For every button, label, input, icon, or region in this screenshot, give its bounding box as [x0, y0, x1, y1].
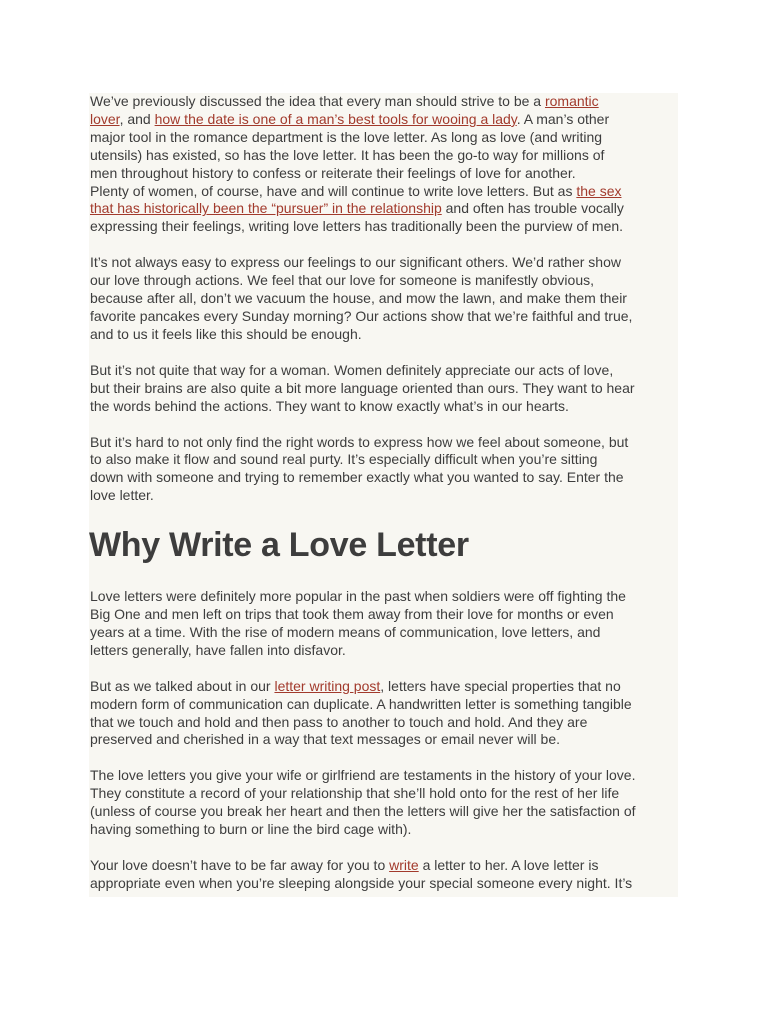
- text: , letters have special properties that no modern form of communication can duplicate. A handwritten letter is something tangible that we touch and hold and then pass to another to touch and hold. And they are preserved and cherished in a way that text messages or email never will be.: [90, 677, 632, 748]
- paragraph-intro: [90, 93, 678, 183]
- text: a letter to her. A love letter is appropriate even when you’re sleeping alongside your special someone every night. It’s: [90, 857, 633, 891]
- text: Plenty of women, of course, have and will continue to write love letters. But as: [90, 182, 577, 199]
- section-heading: Why Write a Love Letter: [89, 526, 469, 565]
- text: But as we talked about in our: [90, 677, 275, 694]
- link-romantic-lover[interactable]: romantic lover: [90, 93, 599, 127]
- paragraph-right-words: But it’s hard to not only find the right words to express how we feel about someone, but to also make it flow and sound real purty. It’s especially difficult when you’re sitting down with someone and trying to remember exactly what you wanted to say. Enter the love letter.: [90, 433, 629, 504]
- paragraph-testaments: The love letters you give your wife or girlfriend are testaments in the history of your love. They constitute a record of your relationship that she’ll hold onto for the rest of her life (unless of course you break her heart and then the letters will give her the satisfaction of having something to burn or line the bird cage with).: [90, 767, 636, 838]
- link-write[interactable]: write: [389, 857, 419, 873]
- article-body: [89, 93, 678, 897]
- paragraph-woman: But it’s not quite that way for a woman. Women definitely appreciate our acts of love, but their brains are also quite a bit more language oriented than ours. They want to hear the words behind the actions. They want to know exactly what’s in our hearts.: [90, 361, 635, 414]
- paragraph-actions: It’s not always easy to express our feelings to our significant others. We’d rather show our love through actions. We feel that our love for someone is manifestly obvious, because after all, don’t we vacuum the house, and mow the lawn, and make them their favorite pancakes every Sunday morning? Our actions show that we’re faithful and true, and to us it feels like this should be enough.: [90, 254, 633, 342]
- paragraph-letter-writing: [90, 678, 678, 750]
- text: . A man’s other major tool in the romance department is the love letter. As long as love (and writing utensils) has existed, so has the love letter. It has been the go-to way for millions of men throughout history to confess or reiterate their feelings of love for another.: [90, 110, 610, 181]
- text: and often has trouble vocally expressing their feelings, writing love letters has traditionally been the purview of men.: [90, 200, 624, 235]
- paragraph-women-letters: [90, 183, 678, 237]
- link-pursuer[interactable]: the sex that has historically been the “pursuer” in the relationship: [90, 182, 622, 217]
- text: We’ve previously discussed the idea that every man should strive to be a: [90, 93, 545, 109]
- text: Your love doesn’t have to be far away for you to: [90, 857, 390, 873]
- paragraph-far-away: [90, 857, 678, 893]
- link-letter-writing-post[interactable]: letter writing post: [274, 677, 381, 694]
- link-date-wooing[interactable]: how the date is one of a man’s best tools for wooing a lady: [154, 110, 517, 127]
- text: , and: [119, 110, 155, 127]
- paragraph-history: Love letters were definitely more popular in the past when soldiers were off fighting the Big One and men left on trips that took them away from their love for months or even years at a time. With the rise of modern means of communication, love letters, and letters generally, have fallen into disfavor.: [90, 588, 626, 658]
